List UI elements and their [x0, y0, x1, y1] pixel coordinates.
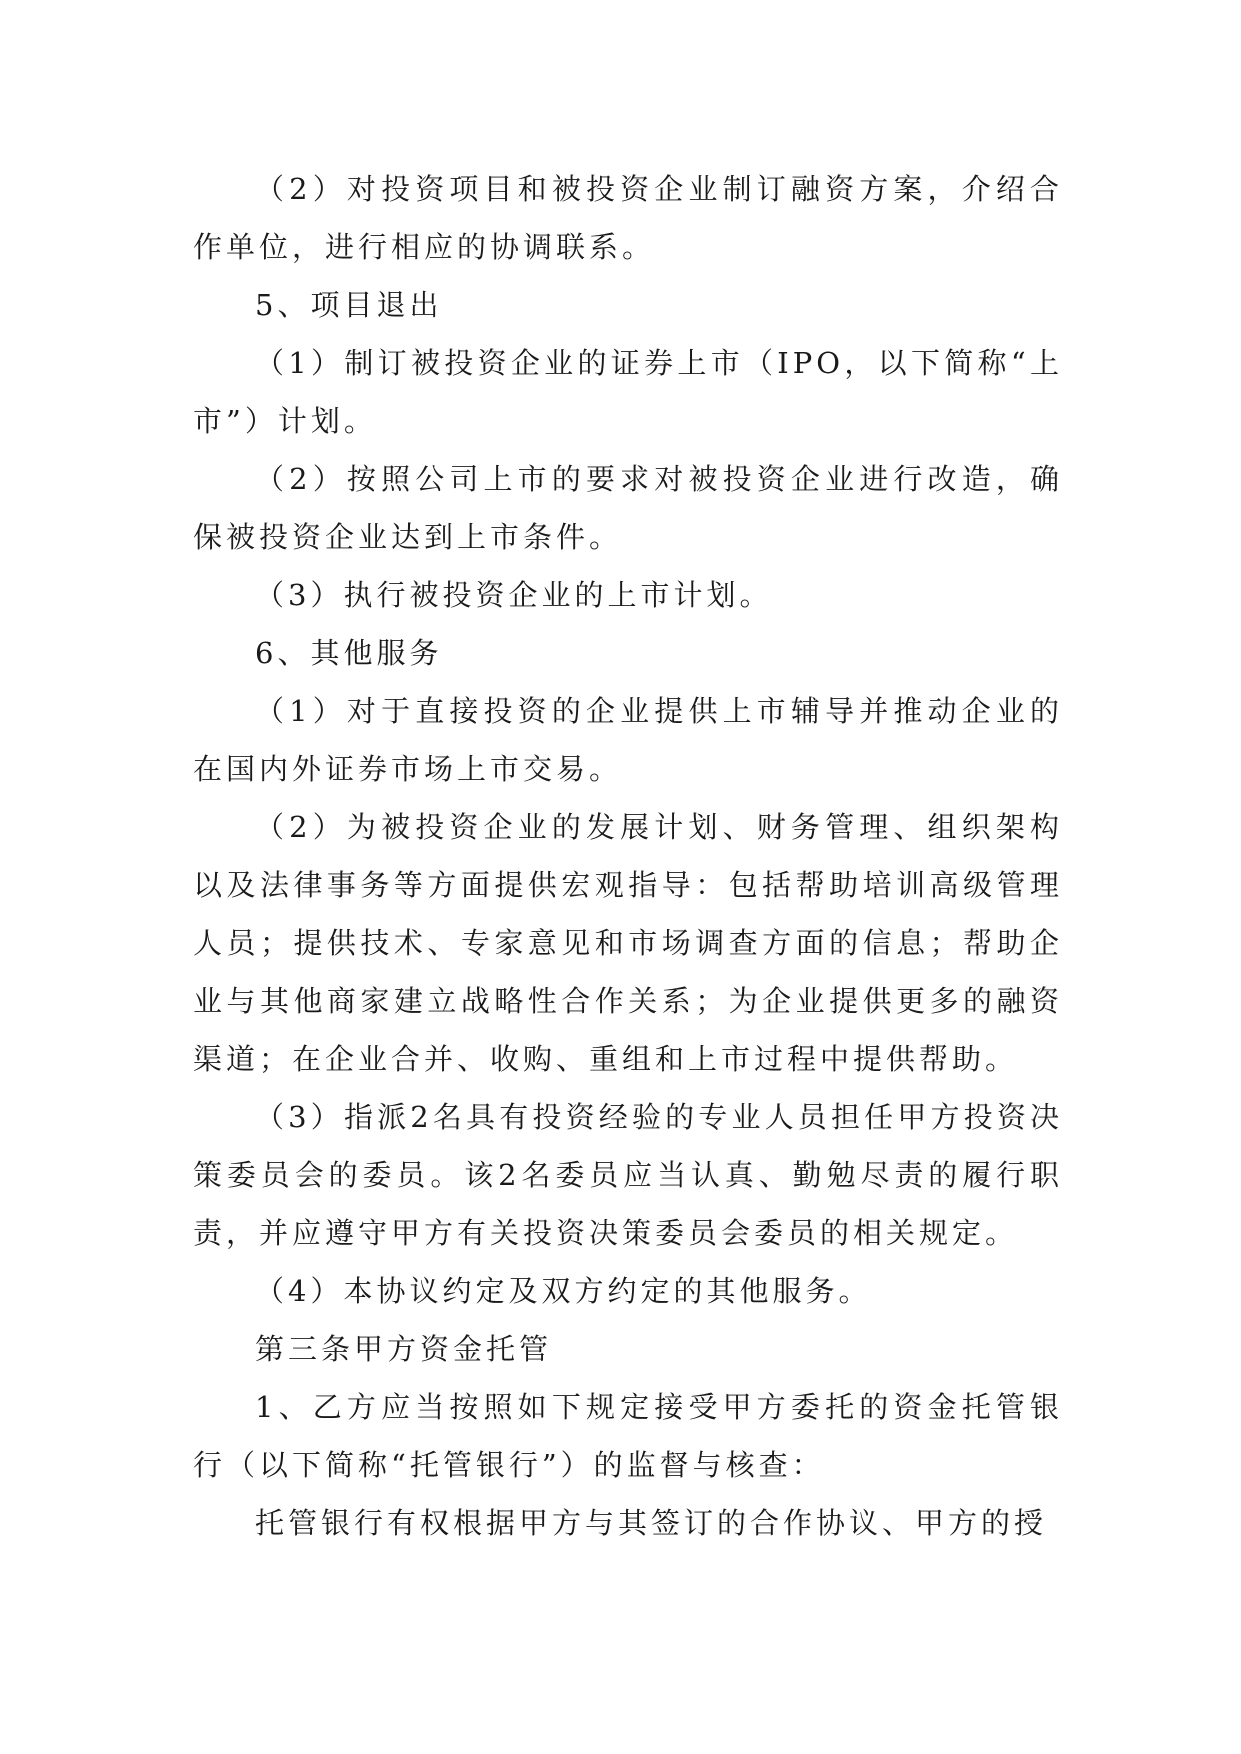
heading-article-three: 第三条甲方资金托管: [255, 1332, 553, 1366]
paragraph-listing-guidance: （1）对于直接投资的企业提供上市辅导并推动企业的在国内外证券市场上市交易。: [193, 694, 1063, 786]
paragraph-custodian-supervision: 1、乙方应当按照如下规定接受甲方委托的资金托管银行（以下简称“托管银行”）的监督与核查：: [193, 1390, 1063, 1482]
paragraph-ipo-plan: （1）制订被投资企业的证券上市（IPO，以下简称“上市”）计划。: [193, 346, 1063, 438]
heading-project-exit: 5、项目退出: [255, 288, 443, 322]
paragraph-macro-guidance: （2）为被投资企业的发展计划、财务管理、组织架构以及法律事务等方面提供宏观指导：包括帮助培训高级管理人员；提供技术、专家意见和市场调查方面的信息；帮助企业与其他商家建立战略性合作关系；为企业提供更多的融资渠道；在企业合并、收购、重组和上市过程中提供帮助。: [193, 810, 1063, 1076]
heading-other-services: 6、其他服务: [255, 636, 443, 670]
document-body: [193, 160, 1063, 1552]
paragraph-execute-ipo: （3）执行被投资企业的上市计划。: [255, 578, 773, 612]
paragraph-committee-members: （3）指派2名具有投资经验的专业人员担任甲方投资决策委员会的委员。该2名委员应当认真、勤勉尽责的履行职责，并应遵守甲方有关投资决策委员会委员的相关规定。: [193, 1100, 1063, 1250]
paragraph-other-agreed-services: （4）本协议约定及双方约定的其他服务。: [255, 1274, 872, 1308]
paragraph-financing-plan: （2）对投资项目和被投资企业制订融资方案，介绍合作单位，进行相应的协调联系。: [193, 172, 1063, 264]
paragraph-custodian-rights: 托管银行有权根据甲方与其签订的合作协议、甲方的授: [255, 1506, 1048, 1540]
paragraph-restructure: （2）按照公司上市的要求对被投资企业进行改造，确保被投资企业达到上市条件。: [193, 462, 1063, 554]
